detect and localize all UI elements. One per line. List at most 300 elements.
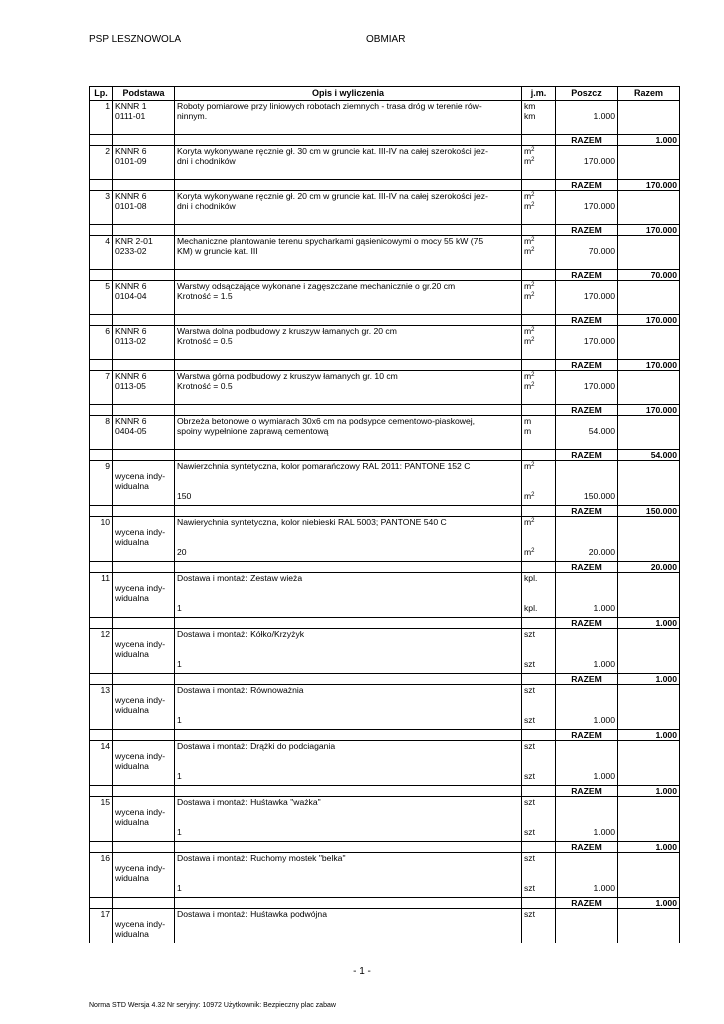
quantity-expression: 20: [177, 547, 187, 557]
unit-label: [524, 517, 553, 527]
razem-empty: [175, 674, 522, 685]
description-line: Krotność = 0.5: [177, 381, 233, 391]
podstawa-line: wycena indy-: [115, 639, 166, 649]
razem-empty: [113, 225, 175, 236]
podstawa-line: widualna: [115, 929, 149, 939]
col-poszcz: Poszcz: [556, 87, 618, 101]
podstawa-line: widualna: [115, 593, 149, 603]
item-lp: [90, 416, 113, 450]
quantity-expression: [177, 649, 519, 659]
podstawa-line: wycena indy-: [115, 863, 166, 873]
description-line: Koryta wykonywane ręcznie gł. 20 cm w gruncie kat. III-IV na całej szerokości jez-: [177, 191, 488, 201]
razem-empty: [175, 270, 522, 281]
item-description: [175, 741, 522, 786]
podstawa-line: 0101-08: [115, 201, 147, 211]
unit-spacer: [524, 527, 553, 537]
item-lp: [90, 146, 113, 180]
item-poszcz: [556, 909, 618, 943]
poszcz-spacer: [558, 593, 615, 603]
unit-text: szt: [524, 685, 535, 695]
table-row: [90, 281, 680, 315]
table-row: [90, 797, 680, 842]
unit-text: m: [524, 246, 532, 256]
col-podstawa: Podstawa: [113, 87, 175, 101]
item-poszcz: [556, 191, 618, 225]
item-lp: [90, 573, 113, 618]
poszcz-value: 54.000: [588, 426, 615, 436]
item-lp-value: 15: [100, 797, 110, 807]
unit-square: 2: [531, 292, 535, 298]
razem-empty: [113, 405, 175, 416]
poszcz-value: 170.000: [583, 381, 615, 391]
unit-square: 2: [531, 372, 535, 378]
razem-empty: [522, 730, 556, 741]
unit-label: [524, 883, 553, 893]
podstawa-line: 0233-02: [115, 246, 147, 256]
razem-empty: [522, 506, 556, 517]
podstawa-line: [115, 797, 172, 807]
item-lp: [90, 685, 113, 730]
podstawa-line: [115, 853, 172, 863]
unit-label: [524, 381, 553, 391]
unit-text: m: [524, 381, 532, 391]
description-line: Mechaniczne plantowanie terenu spycharkami gąsienicowymi o mocy 55 kW (75: [177, 236, 484, 246]
poszcz-spacer: [558, 909, 615, 919]
unit-text: m: [524, 281, 532, 291]
unit-text: kpl.: [524, 573, 538, 583]
item-lp-value: 10: [100, 517, 110, 527]
item-description: [175, 517, 522, 562]
item-podstawa: [113, 281, 175, 315]
podstawa-line: KNNR 6: [115, 416, 147, 426]
item-description: [175, 853, 522, 898]
unit-spacer: [524, 863, 553, 873]
unit-text: m: [524, 191, 532, 201]
unit-spacer: [524, 817, 553, 827]
podstawa-line: [115, 685, 172, 695]
razem-row: [90, 730, 680, 741]
description-line: Dostawa i montaż: Kółko/Krzyżyk: [177, 629, 305, 639]
razem-empty: [90, 180, 113, 191]
item-lp: [90, 236, 113, 270]
unit-text: szt: [524, 853, 535, 863]
item-description: [175, 281, 522, 315]
podstawa-line: 0111-01: [115, 111, 146, 121]
unit-spacer: [524, 639, 553, 649]
item-unit: [522, 236, 556, 270]
item-podstawa: [113, 146, 175, 180]
poszcz-spacer: [558, 863, 615, 873]
unit-spacer: [524, 873, 553, 883]
razem-empty: [113, 450, 175, 461]
razem-empty: [90, 450, 113, 461]
podstawa-line: KNNR 6: [115, 326, 147, 336]
razem-row: [90, 898, 680, 909]
poszcz-value: 20.000: [588, 547, 615, 557]
item-podstawa: [113, 909, 175, 943]
unit-text: szt: [524, 741, 535, 751]
item-lp: [90, 629, 113, 674]
unit-label: [524, 685, 553, 695]
description-line: Warstwa dolna podbudowy z kruszyw łamanych gr. 20 cm: [177, 326, 397, 336]
razem-label: RAZEM: [556, 674, 618, 685]
item-description: [175, 326, 522, 360]
item-lp-value: 8: [105, 416, 110, 426]
razem-value: 170.000: [618, 315, 680, 326]
razem-empty: [90, 135, 113, 146]
razem-row: [90, 405, 680, 416]
unit-spacer: [524, 471, 553, 481]
table-row: [90, 685, 680, 730]
poszcz-value: 1.000: [593, 715, 615, 725]
unit-text: szt: [524, 715, 535, 725]
quantity-expression: [177, 481, 519, 491]
item-razem-empty: [618, 853, 680, 898]
razem-empty: [113, 786, 175, 797]
unit-spacer: [524, 705, 553, 715]
item-razem-empty: [618, 517, 680, 562]
quantity-expression: 150: [177, 491, 192, 501]
poszcz-spacer: [558, 481, 615, 491]
description-line: ninnym.: [177, 111, 208, 121]
item-poszcz: [556, 416, 618, 450]
quantity-expression: [177, 863, 519, 873]
razem-empty: [90, 618, 113, 629]
poszcz-spacer: [558, 326, 615, 336]
table-row: [90, 853, 680, 898]
unit-text: szt: [524, 629, 535, 639]
unit-label: [524, 573, 553, 583]
unit-text: m: [524, 491, 532, 501]
item-description: [175, 146, 522, 180]
unit-label: [524, 659, 553, 669]
razem-label: RAZEM: [556, 405, 618, 416]
item-unit: [522, 461, 556, 506]
podstawa-line: wycena indy-: [115, 583, 166, 593]
unit-square: 2: [531, 192, 535, 198]
item-podstawa: [113, 685, 175, 730]
razem-row: [90, 618, 680, 629]
unit-text: m: [524, 416, 532, 426]
unit-label: [524, 326, 553, 336]
poszcz-spacer: [558, 751, 615, 761]
razem-empty: [113, 898, 175, 909]
item-lp-value: 5: [105, 281, 110, 291]
unit-square: 2: [531, 202, 535, 208]
razem-row: [90, 786, 680, 797]
unit-label: [524, 201, 553, 211]
item-unit: [522, 517, 556, 562]
unit-square: 2: [531, 237, 535, 243]
poszcz-value: 1.000: [593, 111, 615, 121]
item-lp: [90, 517, 113, 562]
item-lp: [90, 281, 113, 315]
col-razem: Razem: [618, 87, 680, 101]
item-poszcz: [556, 326, 618, 360]
description-line: Dostawa i montaż: Ruchomy mostek "belka": [177, 853, 346, 863]
footer-note: Norma STD Wersja 4.32 Nr seryjny: 10972 Użytkownik: Bezpieczny plac zabaw: [89, 1002, 336, 1009]
item-lp: [90, 326, 113, 360]
poszcz-spacer: [558, 807, 615, 817]
podstawa-line: 0113-02: [115, 336, 146, 346]
page-number: - 1 -: [353, 966, 371, 977]
unit-text: szt: [524, 909, 535, 919]
razem-empty: [175, 135, 522, 146]
unit-text: m: [524, 291, 532, 301]
item-lp-value: 12: [100, 629, 110, 639]
razem-empty: [113, 562, 175, 573]
poszcz-spacer: [558, 797, 615, 807]
quantity-expression: 1: [177, 827, 182, 837]
unit-square: 2: [531, 518, 535, 524]
item-razem-empty: [618, 629, 680, 674]
item-description: [175, 236, 522, 270]
razem-row: [90, 270, 680, 281]
razem-empty: [90, 674, 113, 685]
razem-row: [90, 674, 680, 685]
razem-empty: [522, 842, 556, 853]
item-podstawa: [113, 517, 175, 562]
item-poszcz: [556, 629, 618, 674]
poszcz-spacer: [558, 236, 615, 246]
razem-empty: [175, 225, 522, 236]
razem-empty: [90, 270, 113, 281]
poszcz-spacer: [558, 371, 615, 381]
razem-empty: [522, 898, 556, 909]
unit-label: [524, 191, 553, 201]
poszcz-spacer: [558, 761, 615, 771]
quantity-expression: [177, 537, 519, 547]
item-poszcz: [556, 281, 618, 315]
podstawa-line: wycena indy-: [115, 695, 166, 705]
razem-label: RAZEM: [556, 786, 618, 797]
unit-label: [524, 336, 553, 346]
razem-label: RAZEM: [556, 360, 618, 371]
razem-empty: [522, 674, 556, 685]
razem-empty: [113, 506, 175, 517]
razem-row: [90, 506, 680, 517]
unit-label: [524, 236, 553, 246]
razem-label: RAZEM: [556, 506, 618, 517]
poszcz-spacer: [558, 573, 615, 583]
razem-value: 170.000: [618, 225, 680, 236]
razem-empty: [175, 180, 522, 191]
razem-empty: [113, 315, 175, 326]
razem-row: [90, 135, 680, 146]
razem-label: RAZEM: [556, 898, 618, 909]
item-poszcz: [556, 517, 618, 562]
razem-empty: [175, 842, 522, 853]
poszcz-spacer: [558, 705, 615, 715]
razem-empty: [113, 180, 175, 191]
item-razem-empty: [618, 371, 680, 405]
description-line: Dostawa i montaż: Równoważnia: [177, 685, 304, 695]
poszcz-spacer: [558, 583, 615, 593]
item-lp-value: 14: [100, 741, 110, 751]
poszcz-spacer: [558, 685, 615, 695]
razem-empty: [90, 315, 113, 326]
unit-spacer: [524, 751, 553, 761]
podstawa-line: [115, 909, 172, 919]
table-row: [90, 236, 680, 270]
razem-value: 54.000: [618, 450, 680, 461]
item-lp: [90, 853, 113, 898]
razem-empty: [175, 562, 522, 573]
razem-empty: [175, 506, 522, 517]
item-lp-value: 16: [100, 853, 110, 863]
quantity-expression: 1: [177, 883, 182, 893]
table-row: [90, 371, 680, 405]
razem-row: [90, 225, 680, 236]
item-lp: [90, 909, 113, 943]
razem-empty: [522, 618, 556, 629]
podstawa-line: KNNR 6: [115, 371, 147, 381]
poszcz-spacer: [558, 146, 615, 156]
quantity-expression: 1: [177, 603, 182, 613]
podstawa-line: wycena indy-: [115, 807, 166, 817]
col-jm: j.m.: [522, 87, 556, 101]
item-description: [175, 797, 522, 842]
description-line: KM) w gruncie kat. III: [177, 246, 258, 256]
razem-empty: [113, 270, 175, 281]
quantity-expression: [177, 583, 519, 593]
podstawa-line: KNR 2-01: [115, 236, 153, 246]
podstawa-line: widualna: [115, 537, 149, 547]
unit-text: szt: [524, 883, 535, 893]
description-line: dni i chodników: [177, 156, 236, 166]
description-line: Koryta wykonywane ręcznie gł. 30 cm w gruncie kat. III-IV na całej szerokości jez-: [177, 146, 488, 156]
unit-label: [524, 909, 553, 919]
podstawa-line: widualna: [115, 817, 149, 827]
unit-text: m: [524, 146, 532, 156]
podstawa-line: 0404-05: [115, 426, 147, 436]
podstawa-line: 0104-04: [115, 291, 147, 301]
unit-text: kpl.: [524, 603, 538, 613]
item-description: [175, 629, 522, 674]
podstawa-line: 0113-05: [115, 381, 146, 391]
razem-value: 150.000: [618, 506, 680, 517]
unit-label: [524, 371, 553, 381]
item-podstawa: [113, 573, 175, 618]
item-poszcz: [556, 853, 618, 898]
quantity-expression: [177, 919, 519, 929]
item-description: [175, 191, 522, 225]
item-description: [175, 909, 522, 943]
razem-label: RAZEM: [556, 270, 618, 281]
razem-empty: [522, 225, 556, 236]
razem-value: 1.000: [618, 842, 680, 853]
razem-label: RAZEM: [556, 225, 618, 236]
unit-text: szt: [524, 659, 535, 669]
item-razem-empty: [618, 461, 680, 506]
poszcz-spacer: [558, 416, 615, 426]
razem-empty: [113, 730, 175, 741]
poszcz-value: 150.000: [583, 491, 615, 501]
razem-empty: [175, 315, 522, 326]
unit-text: m: [524, 156, 532, 166]
quantity-expression: [177, 471, 519, 481]
razem-empty: [522, 450, 556, 461]
unit-label: [524, 741, 553, 751]
item-razem-empty: [618, 191, 680, 225]
razem-value: 1.000: [618, 618, 680, 629]
item-podstawa: [113, 629, 175, 674]
item-razem-empty: [618, 741, 680, 786]
item-lp-value: 1: [105, 101, 110, 111]
razem-row: [90, 450, 680, 461]
table-row: [90, 909, 680, 943]
col-opis: Opis i wyliczenia: [175, 87, 522, 101]
item-lp-value: 2: [105, 146, 110, 156]
header-title: OBMIAR: [366, 34, 406, 45]
razem-empty: [522, 360, 556, 371]
item-lp-value: 7: [105, 371, 110, 381]
item-podstawa: [113, 236, 175, 270]
poszcz-spacer: [558, 741, 615, 751]
razem-empty: [175, 786, 522, 797]
podstawa-line: KNNR 6: [115, 191, 147, 201]
poszcz-spacer: [558, 649, 615, 659]
razem-label: RAZEM: [556, 450, 618, 461]
unit-square: 2: [531, 147, 535, 153]
razem-row: [90, 180, 680, 191]
razem-empty: [522, 562, 556, 573]
item-poszcz: [556, 685, 618, 730]
unit-label: [524, 291, 553, 301]
razem-row: [90, 562, 680, 573]
razem-value: 1.000: [618, 898, 680, 909]
unit-label: [524, 715, 553, 725]
podstawa-line: widualna: [115, 761, 149, 771]
unit-spacer: [524, 583, 553, 593]
razem-value: 170.000: [618, 180, 680, 191]
unit-label: [524, 547, 553, 557]
description-line: Nawierzchnia syntetyczna, kolor pomarańczowy RAL 2011: PANTONE 152 C: [177, 461, 471, 471]
item-razem-empty: [618, 236, 680, 270]
razem-empty: [175, 405, 522, 416]
unit-spacer: [524, 807, 553, 817]
razem-empty: [522, 405, 556, 416]
poszcz-value: [558, 919, 615, 929]
razem-empty: [175, 730, 522, 741]
table-row: [90, 101, 680, 135]
unit-square: 2: [531, 327, 535, 333]
unit-label: [524, 853, 553, 863]
table-row: [90, 461, 680, 506]
unit-text: m: [524, 201, 532, 211]
poszcz-value: 170.000: [583, 201, 615, 211]
unit-label: [524, 771, 553, 781]
item-unit: [522, 685, 556, 730]
description-line: dni i chodników: [177, 201, 236, 211]
quantity-expression: [177, 695, 519, 705]
item-podstawa: [113, 191, 175, 225]
item-lp: [90, 797, 113, 842]
unit-square: 2: [531, 157, 535, 163]
description-line: Dostawa i montaż: Huśtawka "ważka": [177, 797, 321, 807]
description-line: Warstwa górna podbudowy z kruszyw łamanych gr. 10 cm: [177, 371, 398, 381]
podstawa-line: widualna: [115, 705, 149, 715]
razem-empty: [90, 842, 113, 853]
podstawa-line: [115, 517, 172, 527]
unit-text: szt: [524, 827, 535, 837]
description-line: Nawierychnia syntetyczna, kolor niebieski RAL 5003; PANTONE 540 C: [177, 517, 447, 527]
razem-label: RAZEM: [556, 842, 618, 853]
razem-empty: [113, 674, 175, 685]
razem-label: RAZEM: [556, 618, 618, 629]
poszcz-value: 170.000: [583, 156, 615, 166]
podstawa-line: wycena indy-: [115, 471, 166, 481]
